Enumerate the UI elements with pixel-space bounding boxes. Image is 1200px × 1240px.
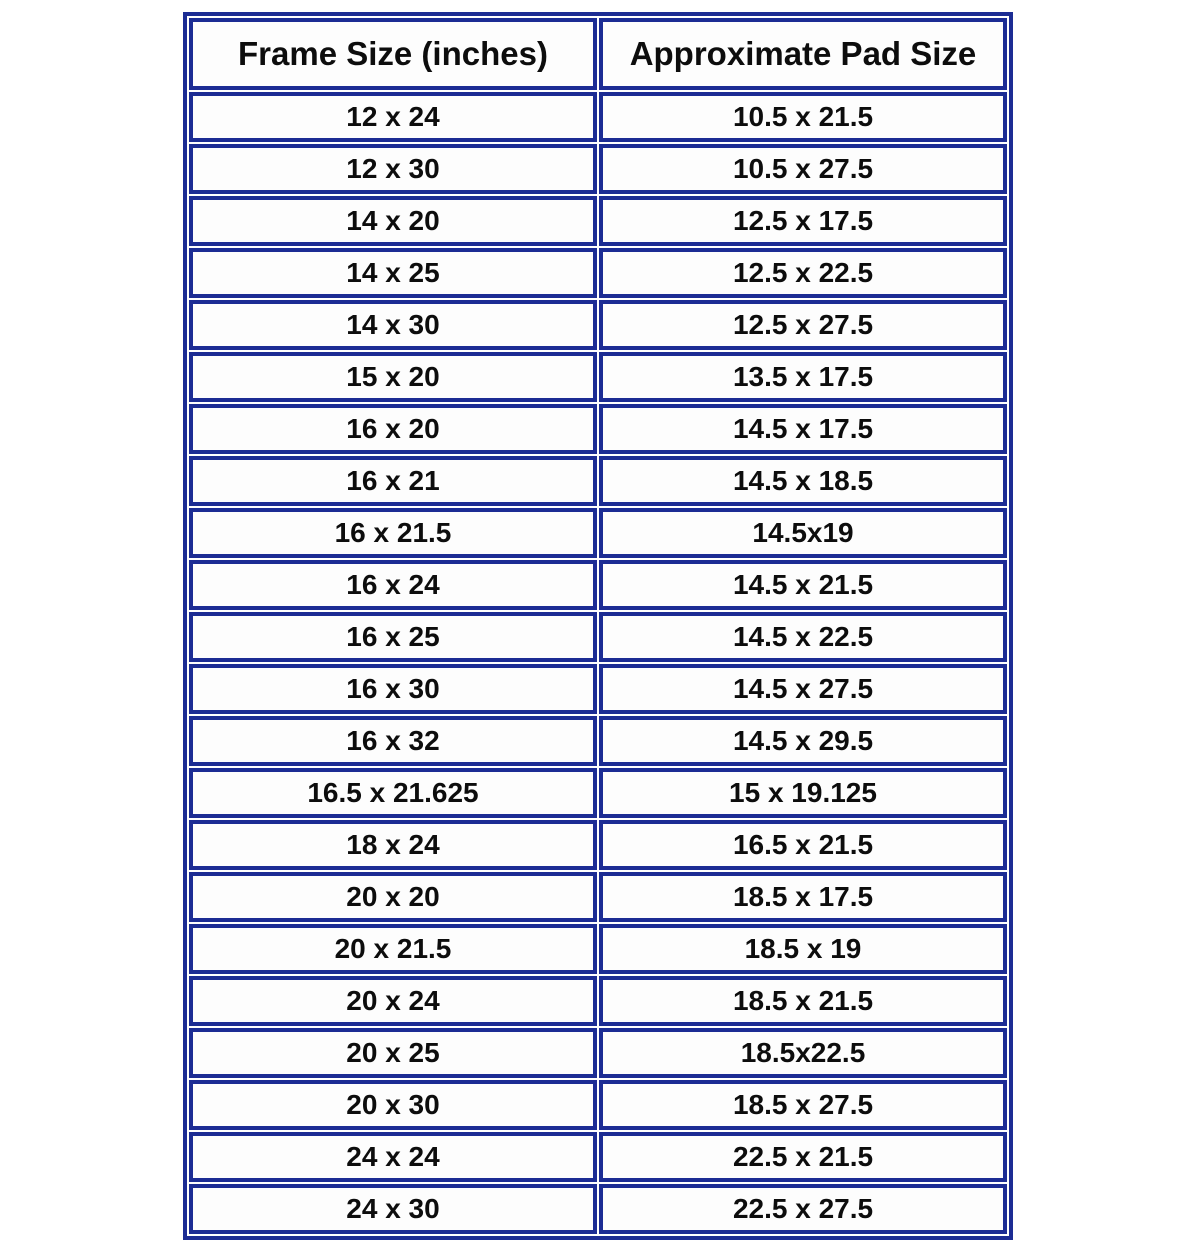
frame-pad-size-table-container xyxy=(183,12,1013,1240)
pad-size-cell: 16.5 x 21.5 xyxy=(599,820,1007,870)
table-row xyxy=(189,404,1007,454)
frame-size-cell: 24 x 24 xyxy=(189,1132,597,1182)
table-row xyxy=(189,300,1007,350)
pad-size-cell: 14.5 x 29.5 xyxy=(599,716,1007,766)
frame-size-cell: 20 x 25 xyxy=(189,1028,597,1078)
frame-size-cell: 16 x 30 xyxy=(189,664,597,714)
table-row xyxy=(189,1184,1007,1234)
frame-size-cell: 20 x 20 xyxy=(189,872,597,922)
table-body xyxy=(189,92,1007,1234)
pad-size-cell: 18.5x22.5 xyxy=(599,1028,1007,1078)
table-row xyxy=(189,1028,1007,1078)
header-row xyxy=(189,18,1007,90)
frame-size-cell: 14 x 30 xyxy=(189,300,597,350)
frame-size-cell: 16 x 25 xyxy=(189,612,597,662)
frame-size-cell: 18 x 24 xyxy=(189,820,597,870)
table-row xyxy=(189,196,1007,246)
frame-size-cell: 14 x 25 xyxy=(189,248,597,298)
table-row xyxy=(189,456,1007,506)
pad-size-cell: 22.5 x 27.5 xyxy=(599,1184,1007,1234)
pad-size-cell: 18.5 x 19 xyxy=(599,924,1007,974)
pad-size-cell: 12.5 x 27.5 xyxy=(599,300,1007,350)
table-row xyxy=(189,976,1007,1026)
table-row xyxy=(189,820,1007,870)
frame-size-cell: 20 x 24 xyxy=(189,976,597,1026)
table-row xyxy=(189,664,1007,714)
table-row xyxy=(189,612,1007,662)
frame-size-cell: 16.5 x 21.625 xyxy=(189,768,597,818)
table-row xyxy=(189,716,1007,766)
column-header-frame-size: Frame Size (inches) xyxy=(189,18,597,90)
table-row xyxy=(189,508,1007,558)
frame-size-cell: 15 x 20 xyxy=(189,352,597,402)
pad-size-cell: 12.5 x 22.5 xyxy=(599,248,1007,298)
table-row xyxy=(189,924,1007,974)
column-header-pad-size: Approximate Pad Size xyxy=(599,18,1007,90)
pad-size-cell: 22.5 x 21.5 xyxy=(599,1132,1007,1182)
pad-size-cell: 14.5 x 22.5 xyxy=(599,612,1007,662)
pad-size-cell: 10.5 x 27.5 xyxy=(599,144,1007,194)
pad-size-cell: 12.5 x 17.5 xyxy=(599,196,1007,246)
table-row xyxy=(189,144,1007,194)
pad-size-cell: 13.5 x 17.5 xyxy=(599,352,1007,402)
frame-size-cell: 14 x 20 xyxy=(189,196,597,246)
pad-size-cell: 14.5 x 27.5 xyxy=(599,664,1007,714)
frame-size-cell: 16 x 32 xyxy=(189,716,597,766)
table-row xyxy=(189,872,1007,922)
frame-size-cell: 16 x 20 xyxy=(189,404,597,454)
pad-size-cell: 14.5 x 18.5 xyxy=(599,456,1007,506)
table-row xyxy=(189,1132,1007,1182)
table-row xyxy=(189,248,1007,298)
frame-size-cell: 20 x 30 xyxy=(189,1080,597,1130)
pad-size-cell: 15 x 19.125 xyxy=(599,768,1007,818)
frame-size-cell: 12 x 24 xyxy=(189,92,597,142)
frame-pad-size-table xyxy=(183,12,1013,1240)
pad-size-cell: 14.5 x 17.5 xyxy=(599,404,1007,454)
frame-size-cell: 24 x 30 xyxy=(189,1184,597,1234)
pad-size-cell: 14.5 x 21.5 xyxy=(599,560,1007,610)
table-row xyxy=(189,92,1007,142)
table-row xyxy=(189,768,1007,818)
pad-size-cell: 14.5x19 xyxy=(599,508,1007,558)
table-row xyxy=(189,560,1007,610)
frame-size-cell: 16 x 24 xyxy=(189,560,597,610)
frame-size-cell: 16 x 21.5 xyxy=(189,508,597,558)
frame-size-cell: 16 x 21 xyxy=(189,456,597,506)
pad-size-cell: 18.5 x 17.5 xyxy=(599,872,1007,922)
pad-size-cell: 18.5 x 21.5 xyxy=(599,976,1007,1026)
table-row xyxy=(189,1080,1007,1130)
table-row xyxy=(189,352,1007,402)
frame-size-cell: 20 x 21.5 xyxy=(189,924,597,974)
pad-size-cell: 10.5 x 21.5 xyxy=(599,92,1007,142)
frame-size-cell: 12 x 30 xyxy=(189,144,597,194)
pad-size-cell: 18.5 x 27.5 xyxy=(599,1080,1007,1130)
